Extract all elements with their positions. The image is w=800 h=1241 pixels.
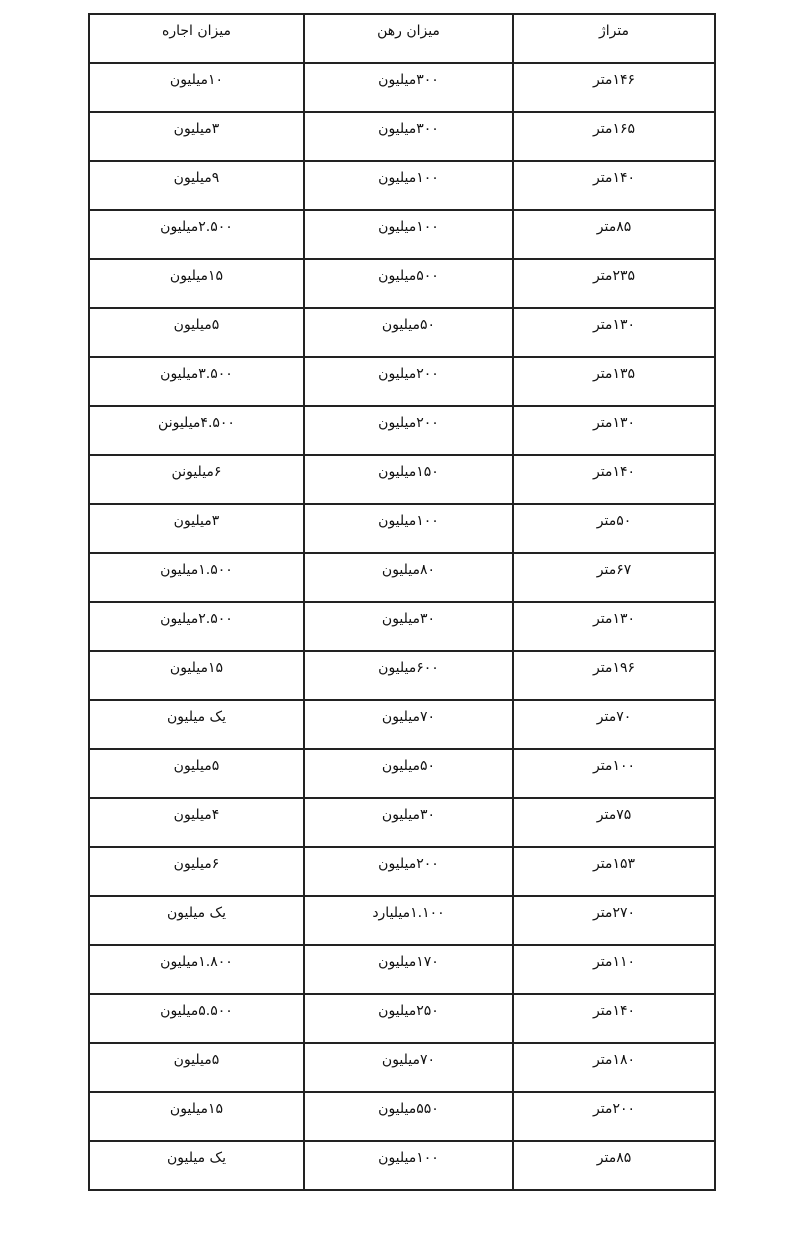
- table-row: [89, 308, 715, 357]
- cell-rent: ۱۰میلیون: [89, 63, 304, 112]
- table-row: [89, 161, 715, 210]
- cell-rent: ۵میلیون: [89, 308, 304, 357]
- rental-listings-table: [88, 13, 716, 1191]
- cell-deposit: ۶۰۰میلیون: [304, 651, 513, 700]
- cell-rent: ۱.۸۰۰میلیون: [89, 945, 304, 994]
- cell-rent: یک میلیون: [89, 1141, 304, 1190]
- table-row: [89, 210, 715, 259]
- cell-area: ۷۰متر: [513, 700, 715, 749]
- cell-deposit: ۵۵۰میلیون: [304, 1092, 513, 1141]
- table-row: [89, 112, 715, 161]
- cell-area: ۱۳۰متر: [513, 602, 715, 651]
- cell-area: ۲۰۰متر: [513, 1092, 715, 1141]
- cell-deposit: ۵۰۰میلیون: [304, 259, 513, 308]
- cell-area: ۱۴۰متر: [513, 994, 715, 1043]
- header-row: [89, 14, 715, 63]
- cell-deposit: ۵۰میلیون: [304, 308, 513, 357]
- cell-area: ۱۰۰متر: [513, 749, 715, 798]
- cell-rent: ۳.۵۰۰میلیون: [89, 357, 304, 406]
- table-body: [89, 63, 715, 1190]
- cell-deposit: ۳۰میلیون: [304, 602, 513, 651]
- cell-rent: ۴میلیون: [89, 798, 304, 847]
- cell-rent: ۵میلیون: [89, 749, 304, 798]
- table-row: [89, 602, 715, 651]
- cell-area: ۲۳۵متر: [513, 259, 715, 308]
- table-row: [89, 945, 715, 994]
- cell-area: ۱۶۵متر: [513, 112, 715, 161]
- cell-rent: یک میلیون: [89, 700, 304, 749]
- cell-deposit: ۵۰میلیون: [304, 749, 513, 798]
- cell-deposit: ۱.۱۰۰میلیارد: [304, 896, 513, 945]
- table-row: [89, 1092, 715, 1141]
- cell-rent: ۵.۵۰۰میلیون: [89, 994, 304, 1043]
- cell-rent: ۶میلیون: [89, 847, 304, 896]
- header-area: متراژ: [513, 14, 715, 63]
- cell-deposit: ۳۰۰میلیون: [304, 112, 513, 161]
- table-row: [89, 259, 715, 308]
- cell-rent: ۶میلیونن: [89, 455, 304, 504]
- cell-area: ۱۴۶متر: [513, 63, 715, 112]
- cell-deposit: ۷۰میلیون: [304, 1043, 513, 1092]
- cell-area: ۱۸۰متر: [513, 1043, 715, 1092]
- cell-deposit: ۳۰۰میلیون: [304, 63, 513, 112]
- cell-area: ۸۵متر: [513, 210, 715, 259]
- cell-area: ۲۷۰متر: [513, 896, 715, 945]
- table-row: [89, 357, 715, 406]
- cell-deposit: ۲۰۰میلیون: [304, 406, 513, 455]
- cell-rent: ۱۵میلیون: [89, 1092, 304, 1141]
- table-row: [89, 700, 715, 749]
- cell-deposit: ۸۰میلیون: [304, 553, 513, 602]
- cell-rent: یک میلیون: [89, 896, 304, 945]
- cell-area: ۱۱۰متر: [513, 945, 715, 994]
- cell-area: ۶۷متر: [513, 553, 715, 602]
- cell-area: ۱۴۰متر: [513, 455, 715, 504]
- table-row: [89, 455, 715, 504]
- table-row: [89, 1141, 715, 1190]
- cell-deposit: ۱۰۰میلیون: [304, 161, 513, 210]
- cell-area: ۱۳۰متر: [513, 406, 715, 455]
- cell-area: ۱۳۵متر: [513, 357, 715, 406]
- cell-area: ۵۰متر: [513, 504, 715, 553]
- table-row: [89, 63, 715, 112]
- cell-deposit: ۲۵۰میلیون: [304, 994, 513, 1043]
- table-row: [89, 896, 715, 945]
- cell-rent: ۵میلیون: [89, 1043, 304, 1092]
- cell-deposit: ۱۰۰میلیون: [304, 1141, 513, 1190]
- cell-rent: ۱۵میلیون: [89, 651, 304, 700]
- table-row: [89, 553, 715, 602]
- cell-rent: ۳میلیون: [89, 112, 304, 161]
- cell-rent: ۱.۵۰۰میلیون: [89, 553, 304, 602]
- cell-deposit: ۲۰۰میلیون: [304, 357, 513, 406]
- cell-rent: ۳میلیون: [89, 504, 304, 553]
- cell-area: ۱۹۶متر: [513, 651, 715, 700]
- cell-rent: ۱۵میلیون: [89, 259, 304, 308]
- table-row: [89, 994, 715, 1043]
- header-deposit: میزان رهن: [304, 14, 513, 63]
- cell-deposit: ۱۰۰میلیون: [304, 210, 513, 259]
- cell-deposit: ۱۰۰میلیون: [304, 504, 513, 553]
- table-row: [89, 1043, 715, 1092]
- cell-rent: ۴.۵۰۰میلیونن: [89, 406, 304, 455]
- table-row: [89, 651, 715, 700]
- cell-area: ۸۵متر: [513, 1141, 715, 1190]
- table-row: [89, 749, 715, 798]
- cell-area: ۱۳۰متر: [513, 308, 715, 357]
- header-rent: میزان اجاره: [89, 14, 304, 63]
- table-row: [89, 847, 715, 896]
- cell-area: ۱۴۰متر: [513, 161, 715, 210]
- cell-deposit: ۲۰۰میلیون: [304, 847, 513, 896]
- table-row: [89, 504, 715, 553]
- cell-deposit: ۱۷۰میلیون: [304, 945, 513, 994]
- cell-deposit: ۳۰میلیون: [304, 798, 513, 847]
- cell-rent: ۹میلیون: [89, 161, 304, 210]
- table-row: [89, 798, 715, 847]
- cell-rent: ۲.۵۰۰میلیون: [89, 602, 304, 651]
- cell-deposit: ۱۵۰میلیون: [304, 455, 513, 504]
- cell-area: ۱۵۳متر: [513, 847, 715, 896]
- cell-rent: ۲.۵۰۰میلیون: [89, 210, 304, 259]
- cell-area: ۷۵متر: [513, 798, 715, 847]
- table-row: [89, 406, 715, 455]
- cell-deposit: ۷۰میلیون: [304, 700, 513, 749]
